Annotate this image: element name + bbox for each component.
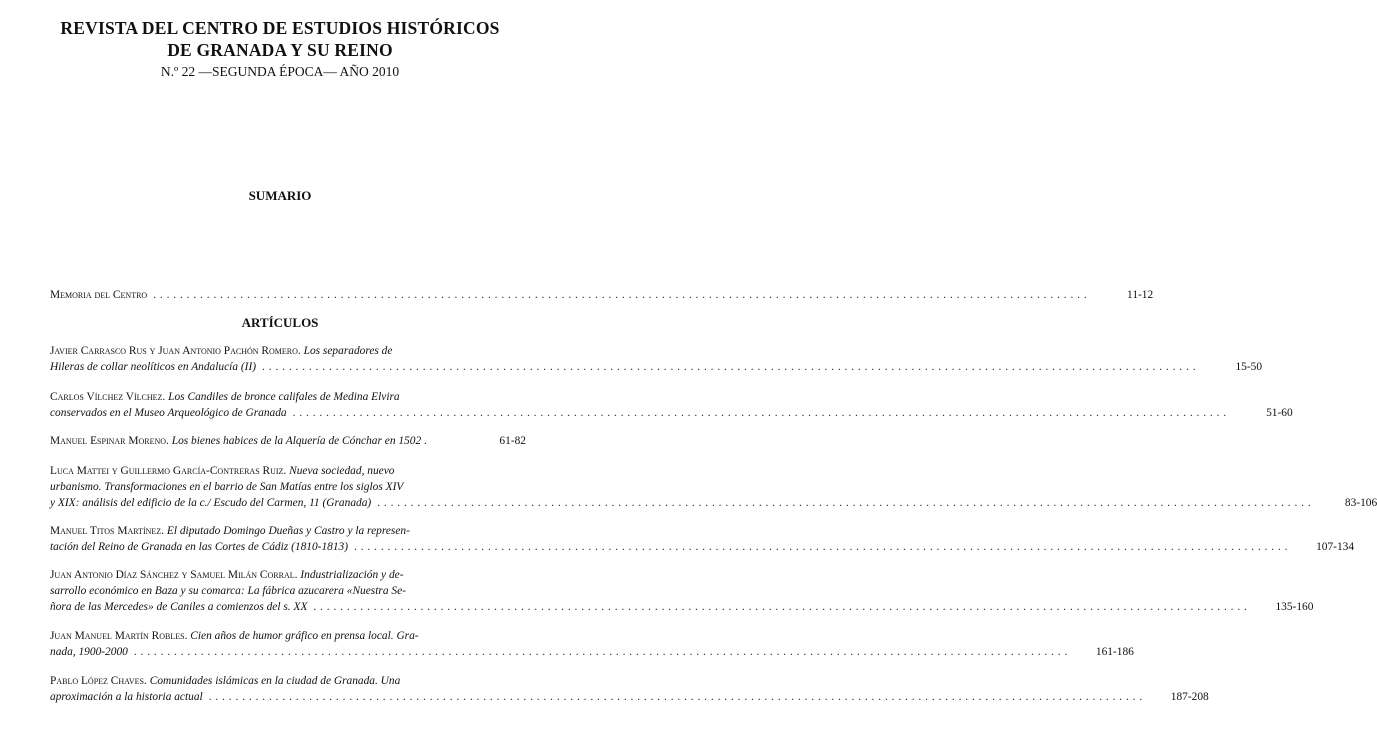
entry-title: Los separadores de	[303, 345, 393, 357]
entry-title: aproximación a la historia actual	[50, 691, 203, 704]
entry-authors: Javier Carrasco Rus y Juan Antonio Pachón Romero.	[50, 345, 301, 357]
toc-entry[interactable]	[50, 567, 1314, 616]
articulos-heading: ARTÍCULOS	[241, 315, 319, 330]
entry-authors: Manuel Titos Martínez.	[50, 525, 165, 537]
entry-title: Industrialización y de-	[300, 569, 404, 581]
dot-leader	[262, 359, 1196, 375]
entry-pages: 61-82	[499, 435, 526, 447]
entry-title: nada, 1900-2000	[50, 646, 128, 659]
entry-title: Hileras de collar neolíticos en Andalucía (II)	[50, 361, 257, 374]
entry-title: Memoria del Centro	[50, 289, 148, 301]
toc-entry[interactable]	[50, 433, 526, 449]
entry-title: sarrollo económico en Baza y su comarca: La fábrica azucarera «Nuestra Se-	[50, 585, 406, 598]
entry-title: urbanismo. Transformaciones en el barrio de San Matías entre los siglos XIV	[50, 481, 404, 494]
entry-title: Los bienes habices de la Alquería de Cónchar en 1502	[171, 435, 422, 447]
entry-pages: 187-208	[1170, 691, 1209, 704]
entry-title: conservados en el Museo Arqueológico de Granada	[50, 407, 287, 420]
entry-authors: Juan Manuel Martín Robles.	[50, 630, 188, 642]
entry-title: Comunidades islámicas en la ciudad de Granada. Una	[149, 675, 401, 687]
entry-authors: Pablo López Chaves.	[50, 675, 147, 687]
entry-title: Los Candiles de bronce califales de Medina Elvira	[168, 391, 400, 403]
journal-title-line-1: REVISTA DEL CENTRO DE ESTUDIOS HISTÓRICOS	[60, 18, 500, 38]
entry-title: Nueva sociedad, nuevo	[289, 465, 395, 477]
entry-pages: 83-106	[1344, 497, 1377, 510]
entry-pages: 161-186	[1095, 646, 1134, 659]
entry-pages: 11-12	[1127, 289, 1154, 301]
sumario-heading: SUMARIO	[248, 188, 312, 203]
entry-authors: Juan Antonio Díaz Sánchez y Samuel Milán Corral.	[50, 569, 298, 581]
dot-leader	[293, 405, 1227, 421]
toc-entry[interactable]	[50, 463, 1377, 512]
entry-pages: 51-60	[1266, 407, 1293, 420]
entry-authors: Carlos Vílchez Vílchez.	[50, 391, 166, 403]
issue-info: N.º 22 —SEGUNDA ÉPOCA— AÑO 2010	[160, 64, 400, 79]
toc-entry-memoria[interactable]	[50, 287, 1154, 303]
entry-title: y XIX: análisis del edificio de la c./ Escudo del Carmen, 11 (Granada)	[50, 497, 372, 510]
entry-pages: 107-134	[1316, 541, 1355, 554]
dot-leader	[354, 539, 1288, 555]
dot-leader	[377, 495, 1311, 511]
entry-title: ñora de las Mercedes» de Caniles a comienzos del s. XX	[50, 601, 308, 614]
toc-entry[interactable]	[50, 628, 1134, 660]
entry-authors: Manuel Espinar Moreno.	[50, 435, 169, 447]
entry-authors: Luca Mattei y Guillermo García-Contreras Ruiz.	[50, 465, 287, 477]
toc-entry[interactable]	[50, 673, 1209, 705]
dot-leader	[209, 689, 1143, 705]
entry-title: tación del Reino de Granada en las Cortes de Cádiz (1810-1813)	[50, 541, 349, 554]
toc-entry[interactable]	[50, 389, 1293, 421]
toc-entry[interactable]	[50, 343, 1263, 375]
entry-title: Cien años de humor gráfico en prensa local. Gra-	[190, 630, 419, 642]
entry-pages: 135-160	[1275, 601, 1314, 614]
entry-period: .	[424, 435, 427, 447]
entry-title: El diputado Domingo Dueñas y Castro y la represen-	[166, 525, 410, 537]
dot-leader	[313, 599, 1247, 615]
journal-title-line-2: DE GRANADA Y SU REINO	[167, 40, 393, 60]
dot-leader	[153, 287, 1087, 303]
dot-leader	[134, 644, 1068, 660]
entry-pages: 15-50	[1235, 361, 1263, 374]
toc-entry[interactable]	[50, 523, 1355, 555]
